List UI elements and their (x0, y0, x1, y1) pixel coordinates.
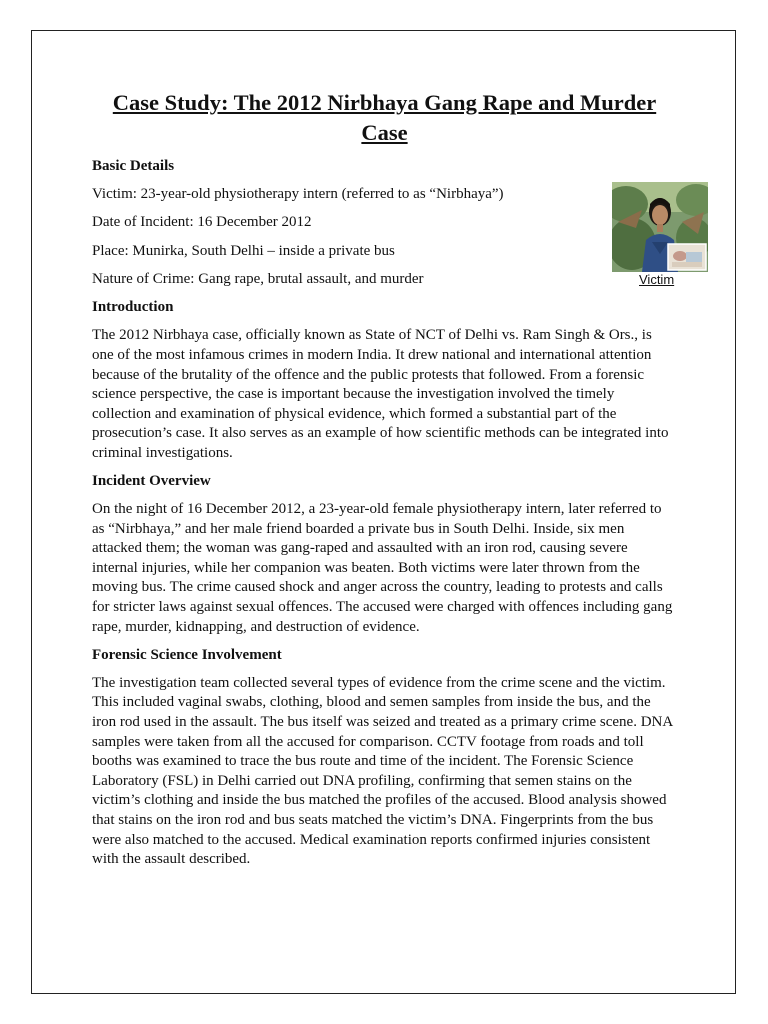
document-body (92, 88, 677, 878)
nature-detail: Nature of Crime: Gang rape, brutal assault, and murder (92, 270, 424, 287)
victim-detail: Victim: 23-year-old physiotherapy intern (referred to as “Nirbhaya”) (92, 186, 504, 203)
introduction-paragraph: The 2012 Nirbhaya case, officially known as State of NCT of Delhi vs. Ram Singh & Ors., is one of the most infamous crimes in modern India. It drew national and international attention because of the brutality of the offence and the public protests that followed. From a forensic science perspective, the case is important because the investigation involved the timely collection and examination of physical evidence, which formed a substantial part of the prosecution’s case. It also serves as an example of how scientific methods can be integrated into criminal investigations. (92, 327, 669, 461)
victim-photo-caption[interactable]: Victim (639, 272, 675, 287)
place-detail: Place: Munirka, South Delhi – inside a private bus (92, 242, 395, 259)
forensic-heading: Forensic Science Involvement (92, 646, 282, 663)
incident-paragraph: On the night of 16 December 2012, a 23-year-old female physiotherapy intern, later referred to as “Nirbhaya,” and her male friend boarded a private bus in South Delhi. Inside, six men attacked them; the woman was gang-raped and assaulted with an iron rod, causing severe internal injuries, while her companion was beaten. Both victims were later thrown from the moving bus. The crime caused shock and anger across the country, leading to protests and calls for stricter laws against sexual offences. The accused were charged with offences including gang rape, murder, kidnapping, and destruction of evidence. (92, 501, 673, 635)
date-detail: Date of Incident: 16 December 2012 (92, 214, 312, 231)
document-title: Case Study: The 2012 Nirbhaya Gang Rape and Murder Case (112, 90, 657, 145)
victim-photo-image (612, 182, 708, 272)
forensic-paragraph: The investigation team collected several types of evidence from the crime scene and the victim. This included vaginal swabs, clothing, blood and semen samples from inside the bus, and the iron rod used in the assault. The bus itself was seized and treated as a primary crime scene. DNA samples were taken from all the accused for comparison. CCTV footage from roads and toll booths was examined to trace the bus route and time of the incident. The Forensic Science Laboratory (FSL) in Delhi carried out DNA profiling, confirming that semen stains on the victim’s clothing and inside the bus matched the profiles of the accused. Blood analysis showed that stains on the iron rod and bus seats matched the victim’s DNA. Fingerprints from the bus were also matched to the accused. Medical examination reports confirmed injuries consistent with the assault described. (92, 674, 673, 868)
basic-details-heading: Basic Details (92, 158, 175, 174)
victim-photo (612, 182, 708, 272)
introduction-heading: Introduction (92, 299, 174, 316)
incident-heading: Incident Overview (92, 472, 211, 489)
